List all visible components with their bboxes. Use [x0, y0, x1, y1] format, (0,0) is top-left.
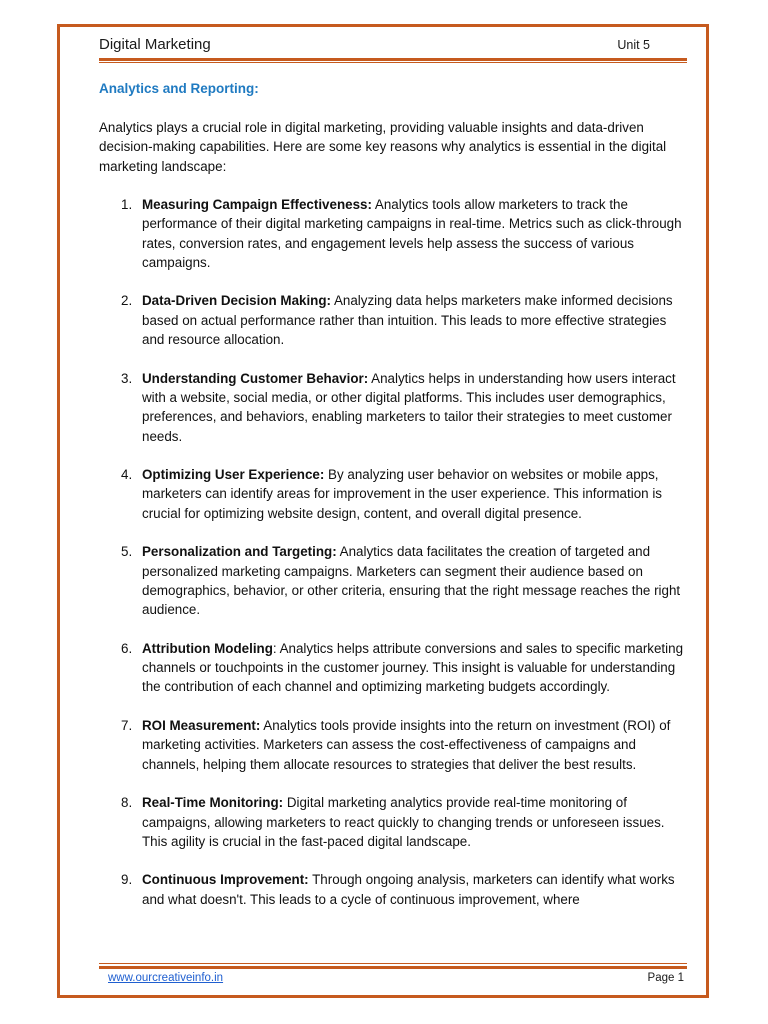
item-title: Optimizing User Experience:	[142, 467, 325, 483]
item-text: : Analytics helps attribute conversions and sales to specific marketing channels or touchpoints in the customer journey. This insight is valuable for understanding the contribution of each channel and optimizing marketing budgets accordingly.	[142, 640, 684, 695]
item-number: 8.	[121, 795, 133, 811]
footer-page-number: Page 1	[647, 972, 684, 984]
item-text: Digital marketing analytics provide real-time monitoring of campaigns, allowing marketers to react quickly to changing trends or unforeseen issues. This agility is crucial in the fast-paced digital landscape.	[142, 795, 665, 849]
item-text: Analytics data facilitates the creation of targeted and personalized marketing campaigns. Marketers can segment their audience based on demographics, behavior, or other criteria, ensuring that the right message reaches the right audience.	[142, 544, 681, 618]
item-number: 5.	[121, 544, 133, 560]
item-title: Continuous Improvement:	[142, 872, 309, 888]
item-number: 2.	[121, 293, 133, 309]
item-text: Through ongoing analysis, marketers can identify what works and what doesn't. This leads to a cycle of continuous improvement, where	[142, 872, 675, 907]
item-title: Personalization and Targeting:	[142, 544, 337, 560]
list-item-3	[99, 369, 691, 446]
item-number: 3.	[121, 370, 133, 386]
list-item-6	[99, 639, 691, 697]
list-item-2	[99, 291, 691, 349]
page-header	[99, 34, 687, 58]
item-text: By analyzing user behavior on websites or mobile apps, marketers can identify areas for improvement in the user experience. This information is crucial for optimizing website design, content, and overall digital presence.	[142, 467, 662, 521]
item-title: Attribution Modeling	[142, 640, 273, 656]
list-item-8	[99, 793, 691, 851]
item-title: Real-Time Monitoring:	[142, 795, 284, 811]
item-number: 6.	[121, 640, 133, 656]
item-number: 1.	[121, 197, 133, 212]
footer-divider	[99, 966, 687, 969]
list-item-4	[99, 465, 691, 523]
footer-divider-thin	[99, 963, 687, 964]
item-title: Measuring Campaign Effectiveness:	[142, 197, 372, 212]
list-item-9	[99, 870, 691, 909]
reasons-list	[99, 195, 691, 928]
footer-website-link[interactable]: www.ourcreativeinfo.in	[108, 972, 224, 984]
header-divider	[99, 58, 687, 61]
item-text: Analytics tools allow marketers to track the performance of their digital marketing campaigns in real-time. Metrics such as click-through rates, conversion rates, and engagement levels help assess the success of various campaigns.	[142, 197, 682, 270]
header-divider-thin	[99, 62, 687, 63]
item-title: Understanding Customer Behavior:	[142, 370, 369, 386]
list-item-7	[99, 716, 691, 774]
section-heading: Analytics and Reporting:	[99, 81, 259, 96]
item-number: 9.	[121, 872, 133, 888]
item-text: Analytics helps in understanding how users interact with a website, social media, or other digital platforms. This includes user demographics, preferences, and behaviors, enabling marketers to tailor their strategies to meet customer needs.	[142, 370, 676, 444]
intro-paragraph: Analytics plays a crucial role in digital marketing, providing valuable insights and data-driven decision-making capabilities. Here are some key reasons why analytics is essential in the digital marketing landscape:	[99, 120, 667, 174]
item-text: Analyzing data helps marketers make informed decisions based on actual performance rather than intuition. This leads to more effective strategies and resource allocation.	[142, 293, 673, 348]
list-item-1	[99, 195, 691, 272]
item-title: Data-Driven Decision Making:	[142, 293, 331, 309]
item-text: Analytics tools provide insights into the return on investment (ROI) of marketing activities. Marketers can assess the cost-effectiveness of campaigns and channels, helping them allocate resources to strategies that deliver the best results.	[142, 718, 671, 772]
item-number: 4.	[121, 467, 133, 483]
item-number: 7.	[121, 718, 133, 734]
item-title: ROI Measurement:	[142, 718, 261, 734]
header-title: Digital Marketing	[99, 36, 211, 53]
list-item-5	[99, 542, 691, 619]
header-unit: Unit 5	[617, 38, 650, 52]
